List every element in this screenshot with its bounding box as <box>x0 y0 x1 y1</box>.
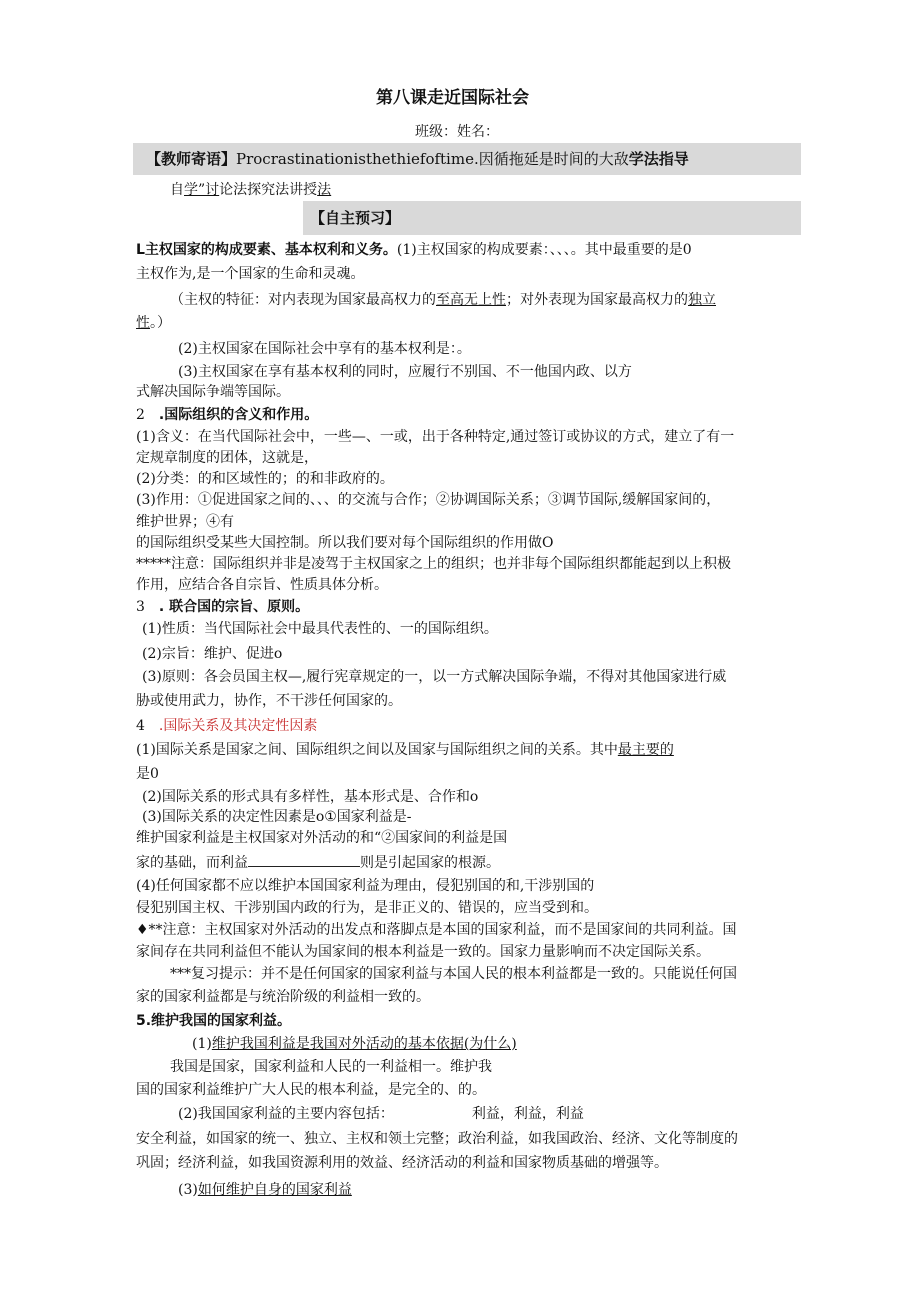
section-1-line-1 <box>136 240 692 260</box>
section-1-point-2: (2)主权国家在国际社会中享有的基本权利是：。 <box>178 341 471 357</box>
section-1-heading: L主权国家的构成要素、基本权利和义务。 <box>136 242 397 258</box>
section-4-line: (2)国际关系的形式具有多样性，基本形式是、合作和o <box>142 789 479 805</box>
section-4-line: 侵犯别国主权、干涉别国内政的行为，是非正义的、错误的，应当受到和。 <box>136 900 598 916</box>
section-5-line: 巩固；经济利益，如我国资源利用的效益、经济活动的利益和国家物质基础的增强等。 <box>136 1155 668 1171</box>
section-number: 2 <box>136 407 145 423</box>
section-2-line: (2)分类：的和区域性的；的和非政府的。 <box>136 471 394 487</box>
section-2-line: 定规章制度的团体，这就是， <box>136 450 318 466</box>
section-2-line: (1)含义：在当代国际社会中，一些—、一或，出于各种特定,通过签订或协议的方式，建立了有一 <box>136 429 735 445</box>
class-name-line: 班级：姓名： <box>415 124 499 140</box>
section-2-heading-line <box>136 405 318 425</box>
section-number: 3 <box>136 599 145 615</box>
study-methods <box>170 180 331 200</box>
note-term: 独立 <box>688 292 716 308</box>
method-part: 自 <box>170 182 184 198</box>
section-3-heading: . 联合国的宗旨、原则。 <box>158 599 310 615</box>
section-5-line <box>192 1034 517 1054</box>
section-5-heading: 5.维护我国的国家利益。 <box>136 1013 292 1029</box>
section-4-line: 维护国家利益是主权国家对外活动的和“②国家间的利益是国 <box>136 830 508 846</box>
sovereignty-note <box>170 290 716 310</box>
method-part: 法 <box>317 182 332 198</box>
section-4-term: 最主要的 <box>617 742 674 758</box>
section-2-line: 维护世界；④有 <box>136 514 234 530</box>
sovereignty-note-cont <box>136 313 171 333</box>
section-1-point-3-cont: 式解决国际争端等国际。 <box>136 384 290 400</box>
section-5-text: 利益，利益，利益 <box>471 1106 584 1122</box>
section-3-line: 胁或使用武力，协作，不干涉任何国家的。 <box>136 693 402 709</box>
method-part: 论法探究法讲授 <box>219 182 318 198</box>
fill-in-blank[interactable] <box>248 852 360 867</box>
study-method-label: 学法指导 <box>628 150 689 168</box>
review-tip: 家的国家利益都是与统治阶级的利益相一致的。 <box>136 989 430 1005</box>
method-part: 学”讨 <box>184 182 220 198</box>
teacher-message-quote: Procrastinationisthethiefoftime.因循拖延是时间的大敌 <box>236 150 629 168</box>
section-4-line <box>136 852 500 873</box>
section-4-line: (4)任何国家都不应以维护本国国家利益为理由，侵犯别国的和,干涉别国的 <box>136 878 595 894</box>
section-4-text: (1)国际关系是国家之间、国际组织之间以及国家与国际组织之间的关系。其中 <box>136 742 618 758</box>
section-4-text: 则是引起国家的根源。 <box>360 855 500 871</box>
section-4-text: 家的基础，而利益 <box>136 855 248 871</box>
section-5-text: (3) <box>178 1182 198 1198</box>
section-4-heading: .国际关系及其决定性因素 <box>158 718 318 734</box>
section-5-line: 安全利益，如国家的统一、独立、主权和领土完整；政治利益，如我国政治、经济、文化等制度的 <box>136 1131 738 1147</box>
section-5-term: 维护我国利益是我国对外活动的基本依据(为什么) <box>211 1036 517 1052</box>
section-1-line-2: 主权作为,是一个国家的生命和灵魂。 <box>136 266 365 282</box>
review-tip: ***复习提示：并不是任何国家的国家利益与本国人民的根本利益都是一致的。只能说任何国 <box>170 966 737 982</box>
section-5-line <box>178 1180 352 1200</box>
note-term: 性 <box>136 315 150 331</box>
section-4-line: (3)国际关系的决定性因素是o①国家利益是- <box>142 809 412 825</box>
section-2-heading: .国际组织的含义和作用。 <box>158 407 319 423</box>
section-5-line <box>178 1104 584 1124</box>
page-title: 第八课走近国际社会 <box>376 88 529 108</box>
section-2-note: *****注意：国际组织并非是凌驾于主权国家之上的组织；也并非每个国际组织都能起到以上积极 <box>136 556 731 572</box>
section-5-line: 我国是国家，国家利益和人民的一利益相一。维护我 <box>170 1059 492 1075</box>
note-text: （主权的特征：对内表现为国家最高权力的 <box>170 292 436 308</box>
section-1-text: (1)主权国家的构成要素：、、、。其中最重要的是0 <box>396 242 692 258</box>
section-5-text: (2)我国国家利益的主要内容包括： <box>178 1106 394 1122</box>
preview-header: 【自主预习】 <box>310 209 401 227</box>
section-3-line: (1)性质：当代国际社会中最具代表性的、一的国际组织。 <box>142 621 498 637</box>
section-4-line: 是0 <box>136 766 159 782</box>
section-4-note: 家间存在共同利益但不能认为国家间的根本利益是一致的。国家力量影响而不决定国际关系。 <box>136 944 710 960</box>
section-4-note: ♦**注意：主权国家对外活动的出发点和落脚点是本国的国家利益，而不是国家间的共同利益。国 <box>136 922 737 938</box>
section-3-line: (3)原则：各会员国主权—,履行宪章规定的一，以一方式解决国际争端，不得对其他国家进行威 <box>142 669 727 685</box>
section-1-point-3: (3)主权国家在享有基本权利的同时，应履行不别国、不一他国内政、以方 <box>178 364 632 380</box>
note-term: 至高无上性 <box>436 292 506 308</box>
note-text: 。） <box>150 315 171 331</box>
section-2-line: 的国际组织受某些大国控制。所以我们要对每个国际组织的作用做O <box>136 535 554 551</box>
section-4-line <box>136 740 674 760</box>
section-4-heading-line <box>136 716 317 736</box>
section-2-note: 作用，应结合各自宗旨、性质具体分析。 <box>136 577 388 593</box>
note-text: ；对外表现为国家最高权力的 <box>506 292 688 308</box>
section-number: 4 <box>136 718 145 734</box>
section-3-heading-line <box>136 597 309 617</box>
section-5-term: 如何维护自身的国家利益 <box>197 1182 352 1198</box>
teacher-message <box>146 149 689 169</box>
section-5-line: 国的国家利益维护广大人民的根本利益，是完全的、的。 <box>136 1082 486 1098</box>
teacher-message-label: 【教师寄语】 <box>146 150 237 168</box>
section-5-text: (1) <box>192 1036 212 1052</box>
section-2-line: (3)作用：①促进国家之间的、、、的交流与合作；②协调国际关系；③调节国际,缓解国家间的， <box>136 492 721 508</box>
section-3-line: (2)宗旨：维护、促进o <box>142 646 283 662</box>
